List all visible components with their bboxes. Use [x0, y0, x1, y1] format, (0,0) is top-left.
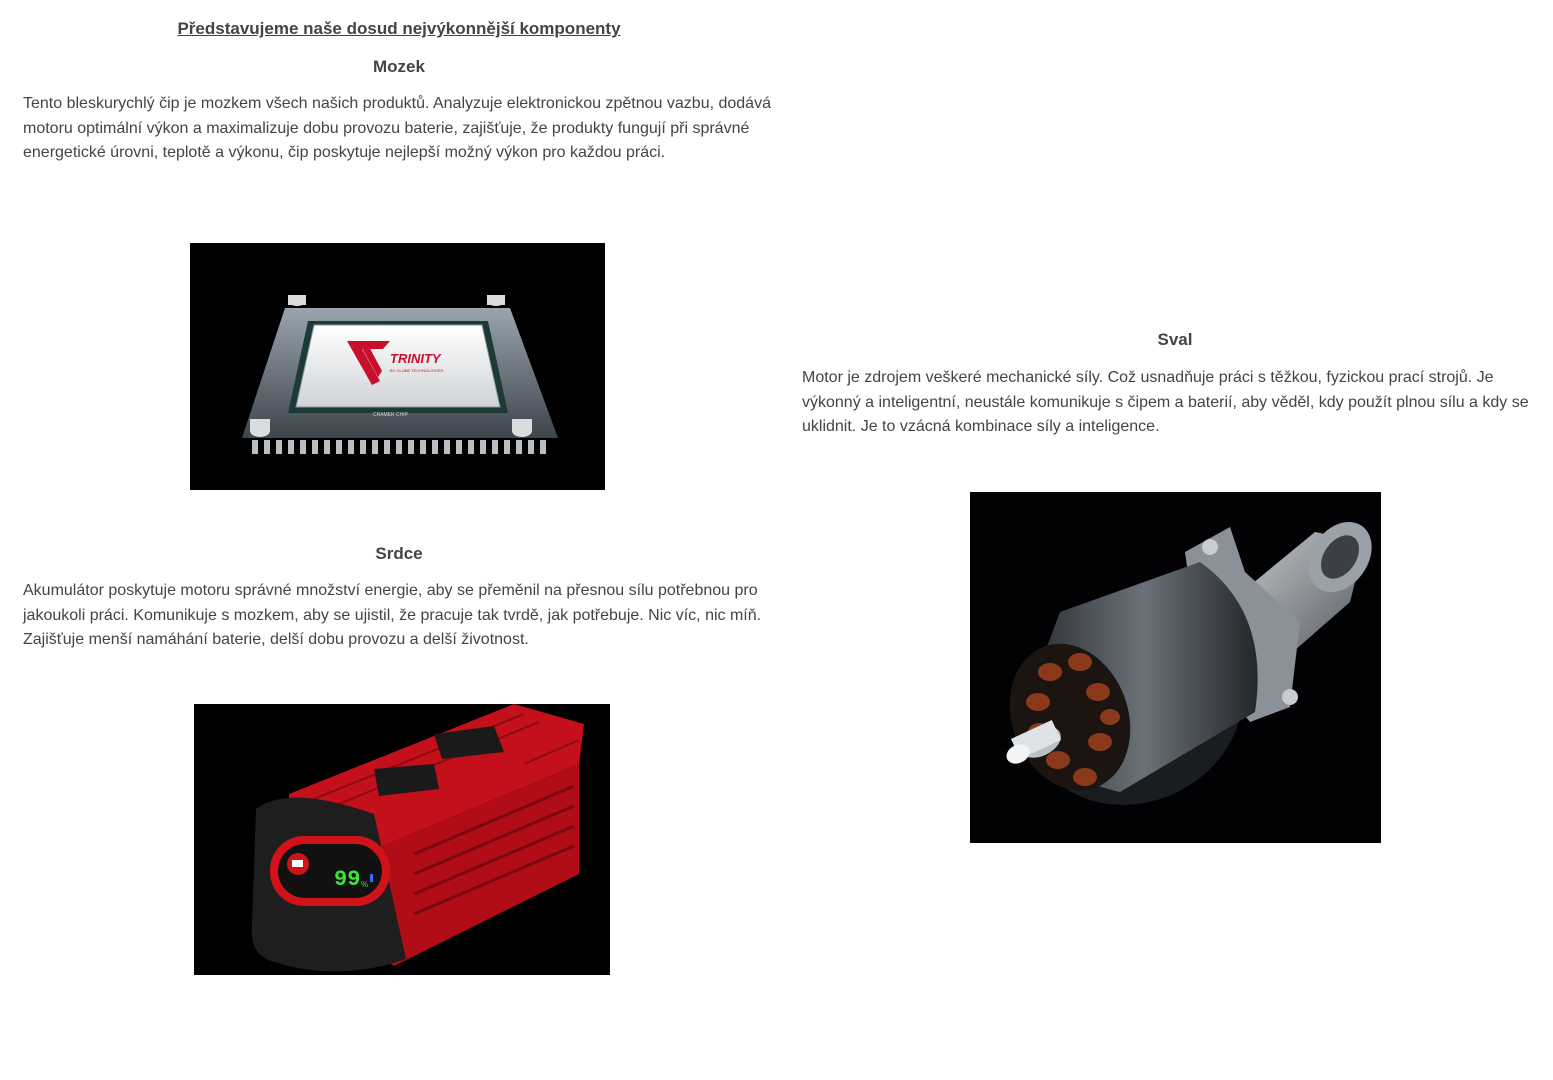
- chip-brand-sub: BY GLOBE TECHNOLOGIES: [390, 368, 443, 373]
- battery-illustration: [194, 704, 610, 975]
- motor-image: [970, 492, 1381, 843]
- battery-display-value: 99: [334, 867, 361, 892]
- section-title-heart: Srdce: [375, 544, 423, 563]
- section-text-brain: Tento bleskurychlý čip je mozkem všech našich produktů. Analyzuje elektronickou zpětnou vazbu, dodává motoru optimální výkon a maximalizuje dobu provozu baterie, zajišťuje, že produkty fungují při správné energetické úrovni, teplotě a výkonu, čip poskytuje nejlepší možný výkon pro každou práci.: [23, 95, 771, 161]
- chip-label: CRAMER CHIP: [373, 412, 409, 418]
- chip-illustration: [190, 243, 605, 490]
- section-text-muscle: Motor je zdrojem veškeré mechanické síly. Což usnadňuje práci s těžkou, fyzickou prací strojů. Je výkonný a inteligentní, neustále komunikuje s čipem a baterií, aby věděl, kdy použít plnou sílu a kdy se uklidnit. Je to vzácná kombinace síly a inteligence.: [802, 369, 1529, 435]
- battery-display-unit: %: [361, 880, 369, 889]
- chip-image: [190, 243, 605, 490]
- intro-heading-link[interactable]: Představujeme naše dosud nejvýkonnější komponenty: [177, 19, 621, 38]
- battery-image: [194, 704, 610, 975]
- section-text-heart: Akumulátor poskytuje motoru správné množství energie, aby se přeměnil na přesnou sílu potřebnou pro jakoukoli práci. Komunikuje s mozkem, aby se ujistil, že pracuje tak tvrdě, jak potřebuje. Nic víc, nic míň. Zajišťuje menší namáhání baterie, delší dobu provozu a delší životnost.: [23, 582, 762, 648]
- section-title-muscle: Sval: [1157, 330, 1193, 349]
- section-title-brain: Mozek: [373, 57, 425, 76]
- chip-brand-text: TRINITY: [390, 351, 441, 366]
- motor-illustration: [970, 492, 1381, 843]
